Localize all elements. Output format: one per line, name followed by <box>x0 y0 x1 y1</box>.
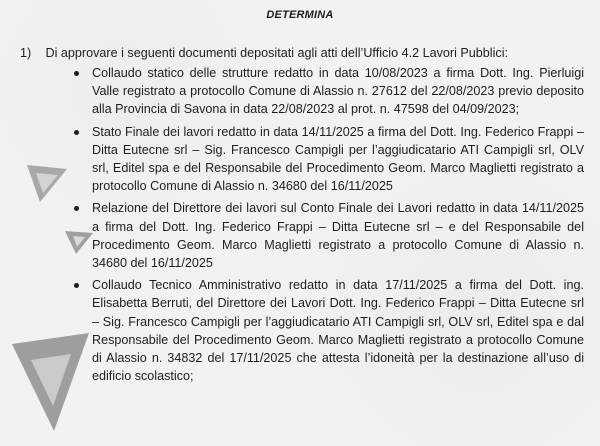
triangle-watermark-icon <box>23 159 71 207</box>
intro-text: Di approvare i seguenti documenti depositati agli atti dell’Ufficio 4.2 Lavori Pubblici: <box>45 46 508 60</box>
triangle-watermark-icon <box>7 327 95 435</box>
document-item-3: Relazione del Direttore dei lavori sul Conto Finale dei Lavori redatto in data 14/11/2025 a firma del Dott. Ing. Federico Frappi – Ditta Eutecne srl – e del Responsabile del Procedimento Geom. Marco Maglietti registrato a protocollo Comune di Alassio n. 34680 del 16/11/2025 <box>74 199 584 272</box>
triangle-watermark-icon <box>63 228 95 256</box>
document-item-1: Collaudo statico delle strutture redatto in data 10/08/2023 a firma Dott. Ing. Pierluigi Valle registrato a protocollo Comune di Alassio n. 27612 del 22/08/2023 previo deposito alla Provincia di Savona in data 22/08/2023 al prot. n. 47598 del 04/09/2023; <box>74 64 584 119</box>
document-list <box>74 64 584 389</box>
document-item-2: Stato Finale dei lavori redatto in data 14/11/2025 a firma del Dott. Ing. Federico Frappi – Ditta Eutecne srl – Sig. Francesco Campigli per l’aggiudicatario ATI Campigli srl, OLV srl, Editel spa e del Responsabile del Procedimento Geom. Marco Maglietti registrato a protocollo Comune di Alassio n. 34680 del 16/11/2025 <box>74 123 584 196</box>
approval-intro <box>20 44 575 62</box>
intro-number: 1) <box>20 46 32 60</box>
page-title: DETERMINA <box>266 9 334 21</box>
document-item-4: Collaudo Tecnico Amministrativo redatto in data 17/11/2025 a firma del Dott. ing. Elisabetta Berruti, del Direttore dei Lavori Dott. Ing. Federico Frappi – Ditta Eutecne srl – Sig. Francesco Campigli per l’aggiudicatario ATI Campigli srl, OLV srl, Editel spa e dal Responsabile del Procedimento Geom. Marco Maglietti registrato a protocollo Comune di Alassio n. 34832 del 17/11/2025 che attesta l’idoneità per la destinazione all’uso di edificio scolastico; <box>74 276 584 385</box>
